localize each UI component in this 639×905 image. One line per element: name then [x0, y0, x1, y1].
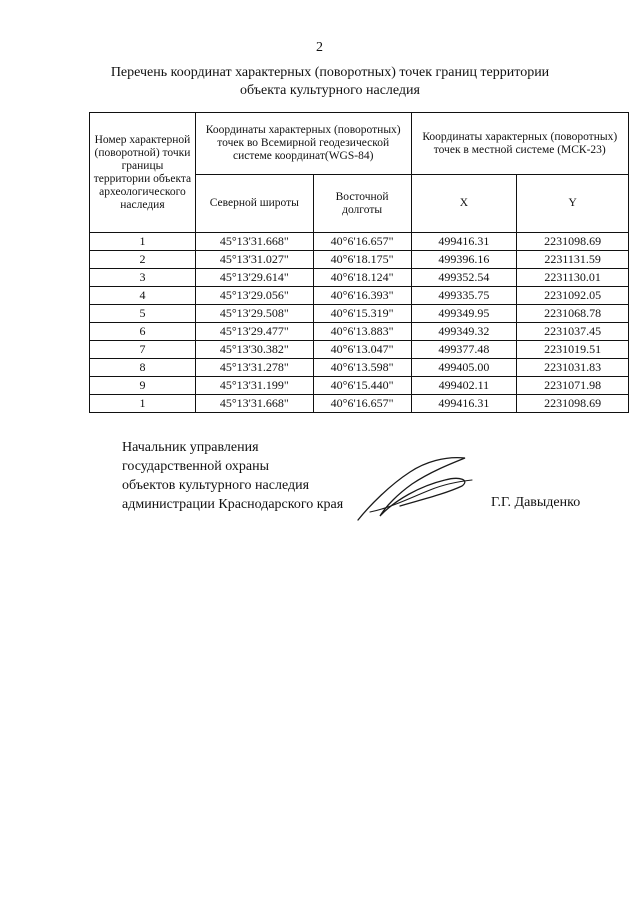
table-row: [90, 269, 629, 287]
table-row: [90, 251, 629, 269]
cell-east-longitude: 40°6'13.598": [313, 359, 411, 377]
cell-point-number: 8: [90, 359, 196, 377]
cell-north-latitude: 45°13'29.056": [195, 287, 313, 305]
cell-north-latitude: 45°13'31.668": [195, 233, 313, 251]
cell-north-latitude: 45°13'31.668": [195, 395, 313, 413]
cell-x: 499352.54: [411, 269, 517, 287]
cell-x: 499335.75: [411, 287, 517, 305]
cell-y: 2231037.45: [517, 323, 629, 341]
title-line-2: объекта культурного наследия: [240, 83, 420, 98]
table-row: [90, 377, 629, 395]
cell-x: 499396.16: [411, 251, 517, 269]
cell-point-number: 3: [90, 269, 196, 287]
page-number: 2: [316, 40, 323, 55]
cell-point-number: 7: [90, 341, 196, 359]
cell-point-number: 4: [90, 287, 196, 305]
coordinates-table: [89, 112, 629, 413]
table-row: [90, 305, 629, 323]
cell-x: 499416.31: [411, 233, 517, 251]
cell-east-longitude: 40°6'18.175": [313, 251, 411, 269]
position-line: Начальник управления: [122, 440, 259, 455]
cell-north-latitude: 45°13'30.382": [195, 341, 313, 359]
cell-y: 2231092.05: [517, 287, 629, 305]
position-line: объектов культурного наследия: [122, 478, 310, 493]
table-row: [90, 233, 629, 251]
header-point-number: Номер характерной (поворотной) точки границы территории объекта археологического наследия: [90, 113, 196, 233]
cell-point-number: 1: [90, 395, 196, 413]
cell-y: 2231130.01: [517, 269, 629, 287]
cell-north-latitude: 45°13'29.508": [195, 305, 313, 323]
cell-x: 499377.48: [411, 341, 517, 359]
cell-east-longitude: 40°6'15.440": [313, 377, 411, 395]
header-y: Y: [517, 175, 629, 233]
cell-y: 2231071.98: [517, 377, 629, 395]
cell-x: 499405.00: [411, 359, 517, 377]
cell-y: 2231131.59: [517, 251, 629, 269]
position-line: администрации Краснодарского края: [122, 497, 344, 512]
cell-x: 499349.95: [411, 305, 517, 323]
document-title: [60, 64, 600, 100]
cell-y: 2231098.69: [517, 395, 629, 413]
position-line: государственной охраны: [122, 459, 270, 474]
cell-east-longitude: 40°6'13.047": [313, 341, 411, 359]
table-body: [90, 233, 629, 413]
cell-point-number: 9: [90, 377, 196, 395]
cell-east-longitude: 40°6'15.319": [313, 305, 411, 323]
table-row: [90, 323, 629, 341]
cell-north-latitude: 45°13'29.477": [195, 323, 313, 341]
header-msk23: Координаты характерных (поворотных) точек в местной системе (МСК-23): [411, 113, 628, 175]
cell-north-latitude: 45°13'31.199": [195, 377, 313, 395]
header-north-latitude: Северной широты: [195, 175, 313, 233]
cell-east-longitude: 40°6'16.657": [313, 233, 411, 251]
table-row: [90, 395, 629, 413]
cell-x: 499349.32: [411, 323, 517, 341]
cell-y: 2231031.83: [517, 359, 629, 377]
cell-east-longitude: 40°6'13.883": [313, 323, 411, 341]
cell-north-latitude: 45°13'31.278": [195, 359, 313, 377]
cell-point-number: 5: [90, 305, 196, 323]
header-east-longitude: Восточной долготы: [313, 175, 411, 233]
handwritten-signature: [350, 450, 480, 530]
cell-east-longitude: 40°6'18.124": [313, 269, 411, 287]
cell-north-latitude: 45°13'29.614": [195, 269, 313, 287]
title-line-1: Перечень координат характерных (поворотных) точек границ территории: [110, 65, 550, 80]
table-row: [90, 341, 629, 359]
table-row: [90, 359, 629, 377]
cell-point-number: 6: [90, 323, 196, 341]
cell-y: 2231068.78: [517, 305, 629, 323]
cell-x: 499402.11: [411, 377, 517, 395]
header-wgs84: Координаты характерных (поворотных) точек во Всемирной геодезической системе координат(WGS-84): [195, 113, 411, 175]
cell-point-number: 1: [90, 233, 196, 251]
cell-y: 2231098.69: [517, 233, 629, 251]
signatory-name: Г.Г. Давыденко: [491, 495, 581, 510]
cell-x: 499416.31: [411, 395, 517, 413]
cell-point-number: 2: [90, 251, 196, 269]
cell-y: 2231019.51: [517, 341, 629, 359]
signatory-position: [122, 438, 343, 514]
table-row: [90, 287, 629, 305]
cell-east-longitude: 40°6'16.657": [313, 395, 411, 413]
cell-east-longitude: 40°6'16.393": [313, 287, 411, 305]
header-x: X: [411, 175, 517, 233]
cell-north-latitude: 45°13'31.027": [195, 251, 313, 269]
